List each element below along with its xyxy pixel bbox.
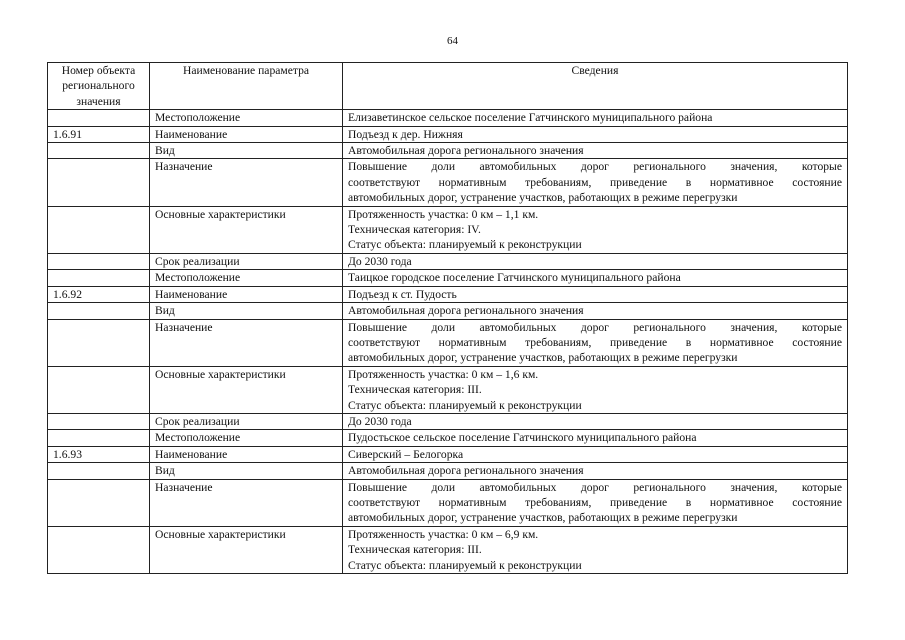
table-row (48, 253, 848, 269)
parameter-name-cell: Вид (150, 303, 343, 319)
parameter-name-cell: Срок реализации (150, 413, 343, 429)
details-cell (343, 446, 848, 462)
object-number-cell (48, 110, 150, 126)
object-number-cell (48, 143, 150, 159)
details-line: Таицкое городское поселение Гатчинского муниципального района (348, 271, 681, 285)
details-cell (343, 366, 848, 413)
table-row (48, 143, 848, 159)
object-number-cell (48, 430, 150, 446)
details-line: Протяженность участка: 0 км – 1,6 км. (348, 367, 539, 381)
object-number-cell (48, 270, 150, 286)
details-cell (343, 126, 848, 142)
details-cell (343, 159, 848, 206)
parameter-name-cell: Местоположение (150, 110, 343, 126)
header-details: Сведения (343, 63, 848, 110)
details-cell (343, 206, 848, 253)
details-line: Сиверский – Белогорка (348, 447, 464, 461)
parameter-name-cell: Назначение (150, 159, 343, 206)
parameter-name-cell: Основные характеристики (150, 366, 343, 413)
details-line: автомобильных дорог, устранение участков, работающих в режиме перегрузки (348, 511, 738, 525)
details-line: Протяженность участка: 0 км – 6,9 км. (348, 527, 539, 541)
details-line: автомобильных дорог, устранение участков, работающих в режиме перегрузки (348, 351, 738, 365)
details-line: Статус объекта: планируемый к реконструкции (348, 238, 582, 252)
parameter-name-cell: Местоположение (150, 430, 343, 446)
details-line: Техническая категория: III. (348, 543, 482, 557)
details-line: соответствуют нормативным требованиям, приведение в нормативное состояние (348, 495, 842, 509)
parameter-name-cell: Назначение (150, 479, 343, 526)
object-number-cell (48, 303, 150, 319)
page-number: 64 (447, 35, 458, 47)
object-number-cell (48, 253, 150, 269)
parameter-name-cell: Срок реализации (150, 253, 343, 269)
object-number-cell (48, 413, 150, 429)
regional-objects-table (47, 62, 848, 574)
table-row (48, 413, 848, 429)
details-cell (343, 253, 848, 269)
details-cell (343, 479, 848, 526)
details-cell (343, 303, 848, 319)
details-cell (343, 286, 848, 302)
table-row (48, 286, 848, 302)
object-number-cell (48, 526, 150, 573)
details-line: Протяженность участка: 0 км – 1,1 км. (348, 207, 539, 221)
parameter-name-cell: Назначение (150, 319, 343, 366)
details-line: Статус объекта: планируемый к реконструкции (348, 398, 582, 412)
table-row (48, 206, 848, 253)
parameter-name-cell: Местоположение (150, 270, 343, 286)
table-row (48, 126, 848, 142)
parameter-name-cell: Вид (150, 463, 343, 479)
parameter-name-cell: Наименование (150, 286, 343, 302)
object-number-cell (48, 159, 150, 206)
details-cell (343, 270, 848, 286)
details-line: автомобильных дорог, устранение участков, работающих в режиме перегрузки (348, 191, 738, 205)
table-row (48, 526, 848, 573)
table-row (48, 319, 848, 366)
details-cell (343, 143, 848, 159)
table-row (48, 446, 848, 462)
details-line: Подъезд к дер. Нижняя (348, 127, 463, 141)
header-object-number: Номер объекта регионального значения (48, 63, 150, 110)
object-number-cell (48, 479, 150, 526)
object-number-cell (48, 206, 150, 253)
table-row (48, 159, 848, 206)
table-row (48, 463, 848, 479)
details-line: Подъезд к ст. Пудость (348, 287, 457, 301)
details-cell (343, 526, 848, 573)
details-line: Елизаветинское сельское поселение Гатчинского муниципального района (348, 111, 713, 125)
object-number-cell: 1.6.91 (48, 126, 150, 142)
object-number-cell: 1.6.93 (48, 446, 150, 462)
table-row (48, 479, 848, 526)
details-line: Автомобильная дорога регионального значения (348, 464, 584, 478)
details-line: Автомобильная дорога регионального значения (348, 144, 584, 158)
parameter-name-cell: Основные характеристики (150, 526, 343, 573)
table-body (48, 110, 848, 574)
details-line: Техническая категория: III. (348, 383, 482, 397)
object-number-cell (48, 366, 150, 413)
parameter-name-cell: Основные характеристики (150, 206, 343, 253)
details-cell (343, 413, 848, 429)
details-line: Автомобильная дорога регионального значения (348, 304, 584, 318)
details-cell (343, 319, 848, 366)
details-cell (343, 463, 848, 479)
parameter-name-cell: Наименование (150, 446, 343, 462)
table-row (48, 303, 848, 319)
table-row (48, 110, 848, 126)
object-number-cell: 1.6.92 (48, 286, 150, 302)
details-line: Повышение доли автомобильных дорог регионального значения, которые (348, 320, 842, 334)
details-cell (343, 110, 848, 126)
details-line: Статус объекта: планируемый к реконструкции (348, 558, 582, 572)
table-header-row (48, 63, 848, 110)
details-line: Техническая категория: IV. (348, 223, 481, 237)
object-number-cell (48, 319, 150, 366)
details-cell (343, 430, 848, 446)
details-line: соответствуют нормативным требованиям, приведение в нормативное состояние (348, 335, 842, 349)
details-line: До 2030 года (348, 414, 412, 428)
table-row (48, 430, 848, 446)
details-line: Повышение доли автомобильных дорог регионального значения, которые (348, 160, 842, 174)
details-line: Пудостьское сельское поселение Гатчинского муниципального района (348, 431, 697, 445)
parameter-name-cell: Вид (150, 143, 343, 159)
details-line: соответствуют нормативным требованиям, приведение в нормативное состояние (348, 175, 842, 189)
parameter-name-cell: Наименование (150, 126, 343, 142)
object-number-cell (48, 463, 150, 479)
table-row (48, 270, 848, 286)
details-line: Повышение доли автомобильных дорог регионального значения, которые (348, 480, 842, 494)
table-row (48, 366, 848, 413)
details-line: До 2030 года (348, 254, 412, 268)
header-parameter-name: Наименование параметра (150, 63, 343, 110)
